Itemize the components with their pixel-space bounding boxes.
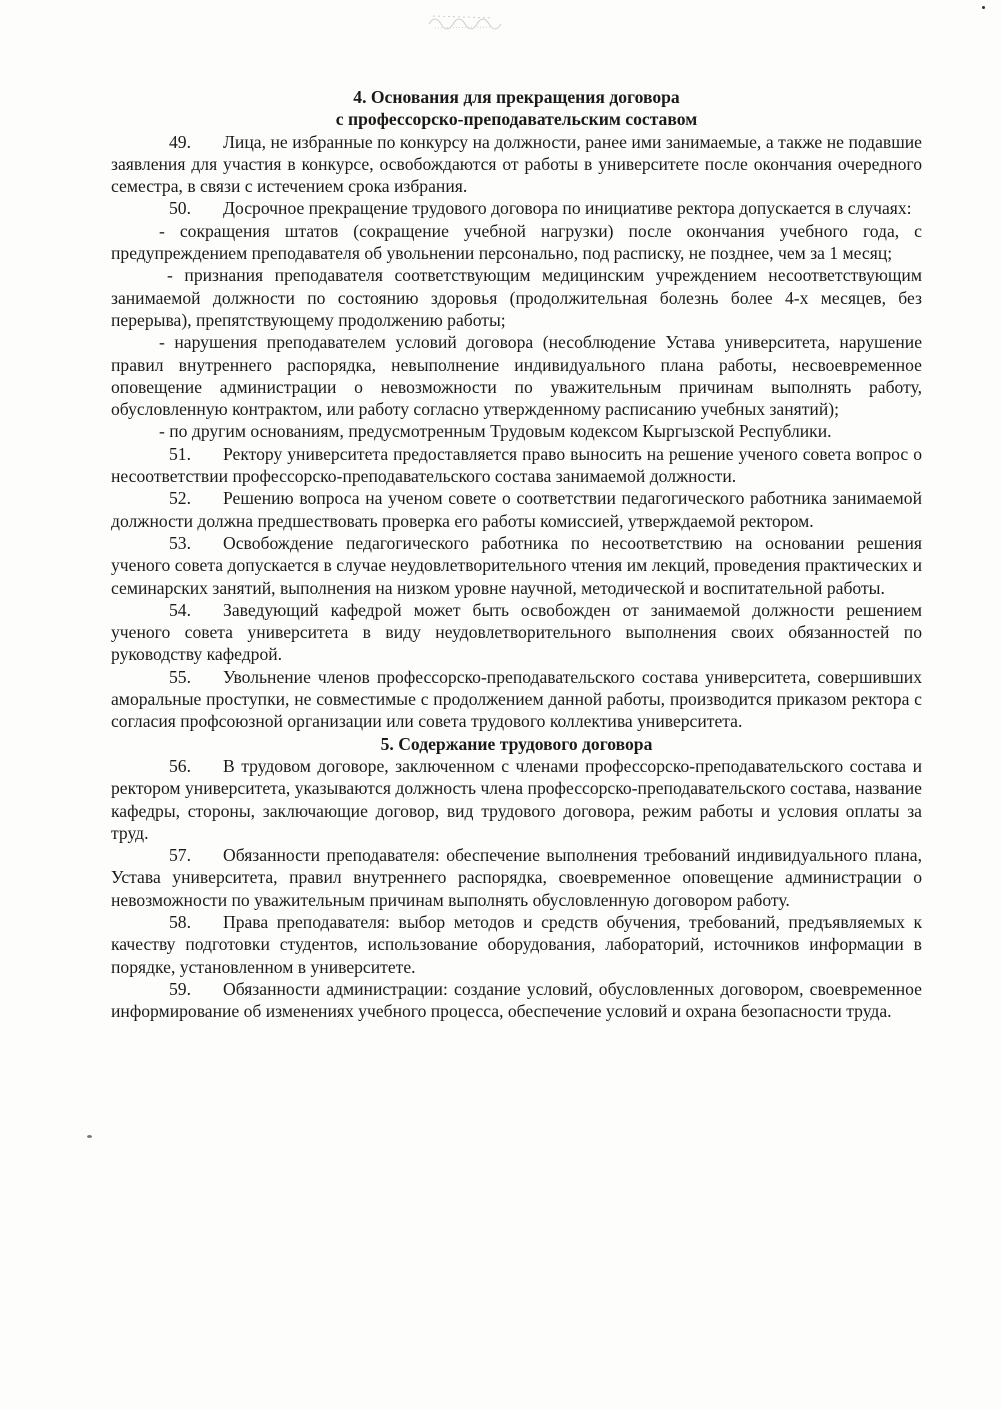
paragraph-55: [111, 666, 922, 733]
paragraph-number: 58.: [169, 911, 191, 932]
paragraph-number: 51.: [169, 443, 191, 464]
section-5-heading: 5. Содержание трудового договора: [380, 733, 653, 754]
list-item-staff-reduction: - сокращения штатов (сокращение учебной нагрузки) после окончания учебного года, с предупреждением преподавателя об увольнении персонально, под расписку, не позднее, чем за 1 месяц;: [111, 220, 922, 264]
paragraph-number: 56.: [169, 755, 191, 776]
section-4-heading-line-1: 4. Основания для прекращения договора: [353, 87, 680, 107]
list-item-contract-violation: - нарушения преподавателем условий договора (несоблюдение Устава университета, нарушение правил внутреннего распорядка, невыполнение индивидуального плана работы, несвоевременное оповещение администрации о невозможности по уважительным причинам выполнять работу, обусловленную контрактом, или работу согласно утвержденному расписанию учебных занятий);: [111, 332, 922, 420]
list-item-health: - признания преподавателя соответствующим медицинским учреждением несоответствующим занимаемой должности по состоянию здоровья (продолжительная болезнь более 4-х месяцев, без перерыва), препятствующему продолжению работы;: [111, 265, 922, 330]
paragraph-number: 59.: [169, 978, 191, 999]
paragraph-52: [111, 487, 922, 532]
paragraph-text: Заведующий кафедрой может быть освобожден от занимаемой должности решением ученого совета университета в виду неудовлетворительного выполнения своих обязанностей по руководству кафедрой.: [111, 599, 922, 665]
paragraph-58: [111, 911, 922, 978]
paragraph-text: Лица, не избранные по конкурсу на должности, ранее ими занимаемые, а также не подавшие заявления для участия в конкурсе, освобождаются от работы в университете после окончания очередного семестра, в связи с истечением срока избрания.: [111, 131, 922, 197]
paragraph-number: 55.: [169, 666, 191, 687]
paragraph-number: 54.: [169, 599, 191, 620]
paragraph-text: Ректору университета предоставляется право выносить на решение ученого совета вопрос о несоответствии профессорско-преподавательского состава занимаемой должности.: [111, 443, 922, 487]
scan-speck: [87, 1135, 92, 1138]
scan-speck: [982, 6, 985, 9]
paragraph-50: [111, 197, 922, 219]
document-body: [111, 86, 922, 1022]
paragraph-54: [111, 599, 922, 666]
paragraph-56: [111, 755, 922, 844]
paragraph-text: Увольнение членов профессорско-преподавательского состава университета, совершивших аморальные проступки, не совместимые с продолжением данной работы, производится приказом ректора с согласия профсоюзной организации или совета трудового коллектива университета.: [111, 666, 922, 732]
paragraph-number: 50.: [169, 198, 191, 219]
paragraph-53: [111, 532, 922, 599]
list-item-other-grounds: - по другим основаниям, предусмотренным Трудовым кодексом Кыргызской Республики.: [159, 421, 832, 442]
paragraph-49: [111, 131, 922, 198]
paragraph-number: 57.: [169, 845, 191, 866]
faint-stamp-mark: [425, 6, 505, 32]
section-4-heading-line-2: с профессорско-преподавательским составом: [335, 109, 698, 130]
paragraph-text: Обязанности преподавателя: обеспечение выполнения требований индивидуального плана, Устава университета, правил внутреннего распорядка, своевременное оповещение администрации о невозможности по уважительным причинам выполнять обусловленную договором работу.: [111, 845, 922, 910]
paragraph-number: 49.: [169, 131, 191, 152]
paragraph-51: [111, 443, 922, 488]
paragraph-text: В трудовом договоре, заключенном с членами профессорско-преподавательского состава и ректором университета, указываются должность члена профессорско-преподавательского состава, название кафедры, стороны, заключающие договор, вид трудового договора, режим работы и условия оплаты за труд.: [111, 755, 922, 843]
paragraph-number: 52.: [169, 488, 191, 509]
paragraph-text: Решению вопроса на ученом совете о соответствии педагогического работника занимаемой должности должна предшествовать проверка его работы комиссией, утверждаемой ректором.: [111, 488, 922, 531]
paragraph-text: Досрочное прекращение трудового договора по инициативе ректора допускается в случаях:: [223, 198, 912, 219]
paragraph-57: [111, 844, 922, 911]
paragraph-59: [111, 978, 922, 1023]
paragraph-text: Освобождение педагогического работника по несоответствию на основании решения ученого совета допускается в случае неудовлетворительного чтения им лекций, проведения практических и семинарских занятий, выполнения на низком уровне научной, методической и воспитательной работы.: [111, 532, 922, 598]
paragraph-text: Права преподавателя: выбор методов и средств обучения, требований, предъявляемых к качеству подготовки студентов, использование оборудования, лабораторий, источников информации в порядке, установленном в университете.: [111, 911, 922, 977]
paragraph-text: Обязанности администрации: создание условий, обусловленных договором, своевременное информирование об изменениях учебного процесса, обеспечение условий и охрана безопасности труда.: [111, 978, 922, 1022]
paragraph-number: 53.: [169, 532, 191, 553]
